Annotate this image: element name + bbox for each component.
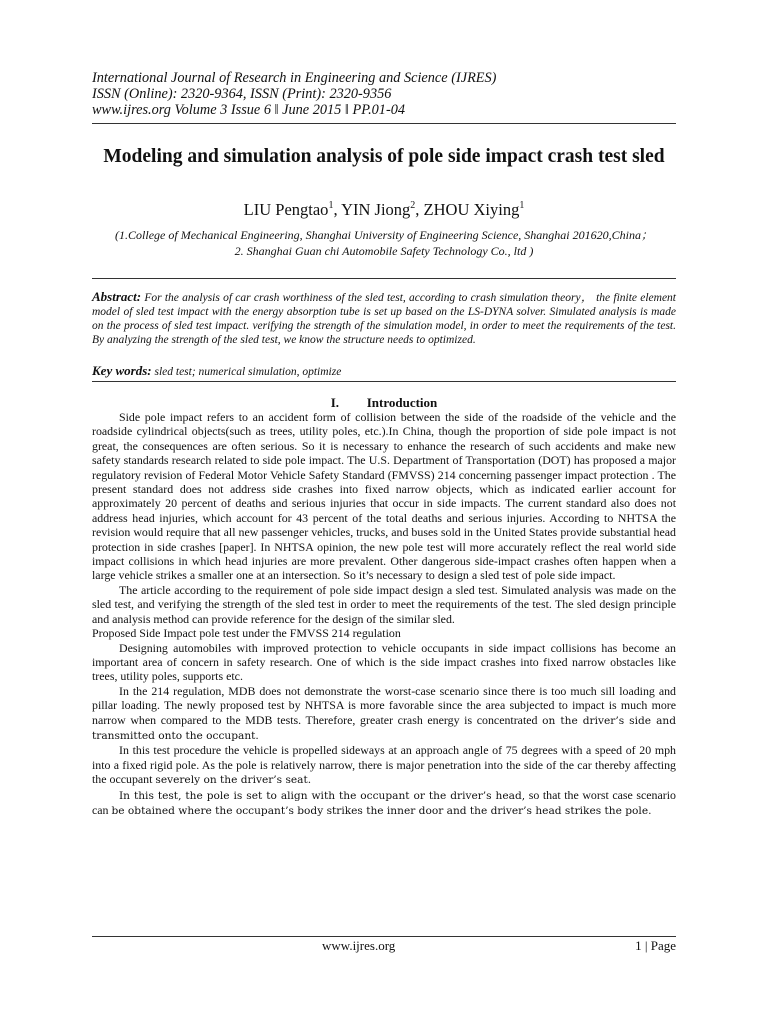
- paragraph: Side pole impact refers to an accident form of collision between the side of the roadside of the vehicle and the roadside cylindrical objects(such as trees, utility poles, etc.).In China, though the proportion of side pole impact is not great, the consequences are often serious. So it is necessary to enhance the research of such accidents and make new safety standards research related to side pole impact. The U.S. Department of Transportation (DOT) has proposed a major regulatory revision of Federal Motor Vehicle Safety Standard (FMVSS) 214 concerning passenger impact protection . The present standard does not address side crashes into fixed narrow objects, which as indicated earlier account for approximately 20 percent of deaths and serious injuries that occur in side impacts. The current standard also does not address head injuries, which account for 43 percent of the total deaths and serious injuries. According to NHTSA the revision would require that all new passenger vehicles, trucks, and buses sold in the United States provide substantial head protection in side crashes [paper]. In NHTSA opinion, the new pole test will more accurately reflect the real world side impact collisions in which head injuries are more prevalent. Other dangerous side-impact crashes often happen when a large vehicle strikes a smaller one at an intersection. So it’s necessary to design a sled test of pole side impact.: [92, 410, 676, 583]
- paragraph-text: In this test, the pole is set to align with the occupant or the driver’s head,: [119, 789, 526, 802]
- author-name: LIU Pengtao: [243, 200, 329, 219]
- paragraph: [92, 788, 676, 819]
- author-affiliation-mark: 1: [328, 200, 334, 211]
- body-text: [92, 410, 676, 818]
- paragraph-text: In this test procedure the vehicle is propelled sideways at an approach angle of 75 degrees with a speed of 20 mph into a fixed rigid pole. As the pole is relatively narrow, there is major penetration into the side of the car thereby affecting the occupant: [92, 743, 676, 787]
- page-number: 1 | Page: [635, 938, 676, 953]
- paragraph-text: so that the worst case scenario can: [92, 787, 676, 817]
- section-title: Introduction: [366, 395, 438, 410]
- paragraph: The article according to the requirement of pole side impact design a sled test. Simulated analysis was made on the sled test, and verifying the strength of the sled test in order to meet the requirements of the test. The sled design principle and analysis method can provide reference for the design of the similar sled.: [92, 582, 676, 626]
- paper-title: Modeling and simulation analysis of pole side impact crash test sled: [103, 146, 665, 167]
- paragraph: [92, 743, 676, 787]
- keywords: [92, 363, 676, 380]
- abstract: [92, 290, 676, 348]
- author-name: ZHOU Xiying: [423, 200, 520, 219]
- paragraph-text: severely on the driver’s seat.: [155, 774, 312, 787]
- author-list: LIU Pengtao$^1$, YIN Jiong$^2$, ZHOU Xiying$^1$: [243, 200, 525, 219]
- affiliation-2: 2. Shanghai Guan chi Automobile Safety Technology Co., ltd ): [234, 244, 534, 258]
- volume-line: www.ijres.org Volume 3 Issue 6 ǁ June 2015 ǁ PP.01-04: [92, 102, 406, 118]
- author-affiliation-mark: 1: [519, 200, 525, 211]
- keywords-text: sled test; numerical simulation, optimize: [154, 366, 342, 378]
- abstract-rule: [92, 278, 676, 279]
- author-affiliation-mark: 2: [410, 200, 416, 211]
- paragraph: Designing automobiles with improved protection to vehicle occupants in side impact collisions has become an important area of concern in safety research. One of which is the side impact crashes into fixed narrow obstacles like trees, utility poles, supports etc.: [92, 640, 676, 684]
- keywords-rule: [92, 381, 676, 382]
- affiliation-1: (1.College of Mechanical Engineering, Shanghai University of Engineering Science, Shanghai 201620,China；: [115, 228, 653, 242]
- paragraph-text: In the 214 regulation, MDB does not demonstrate the worst-case scenario since there is too much sill loading and pillar loading. The newly proposed test by NHTSA is more favorable since the area subjected to impact is much more narrow when compared to the MDB tests. Therefore, greater crash energy is concentrated: [92, 683, 676, 727]
- author-name: YIN Jiong: [341, 200, 411, 219]
- keywords-label: Key words:: [92, 363, 152, 378]
- paragraph-text: on the driver’s side and transmitted onto the occupant.: [92, 714, 677, 742]
- paragraph: [92, 684, 676, 744]
- header-rule: [92, 123, 676, 124]
- abstract-label: Abstract:: [92, 289, 142, 304]
- affiliations: [96, 227, 672, 259]
- section-heading: [92, 395, 676, 411]
- section-number: I.: [330, 395, 340, 410]
- issn-line: ISSN (Online): 2320-9364, ISSN (Print): 2320-9356: [92, 86, 392, 102]
- paragraph-text: be obtained where the occupant’s body strikes the inner door and the driver’s head strikes the pole.: [111, 804, 652, 817]
- journal-name: International Journal of Research in Engineering and Science (IJRES): [92, 70, 497, 86]
- footer-website: www.ijres.org: [322, 938, 396, 953]
- paragraph: Proposed Side Impact pole test under the FMVSS 214 regulation: [92, 626, 401, 641]
- abstract-text: For the analysis of car crash worthiness of the sled test, according to crash simulation theory， the finite element model of sled test impact with the energy absorption tube is set up based on the LS-DYNA solver. Simulated analysis is made on the process of sled test impact. verifying the strength of the simulation model, in order to meet the requirements of the test. By analyzing the strength of the sled test, we know the structure needs to optimized.: [92, 292, 676, 346]
- footer-rule: [92, 936, 676, 937]
